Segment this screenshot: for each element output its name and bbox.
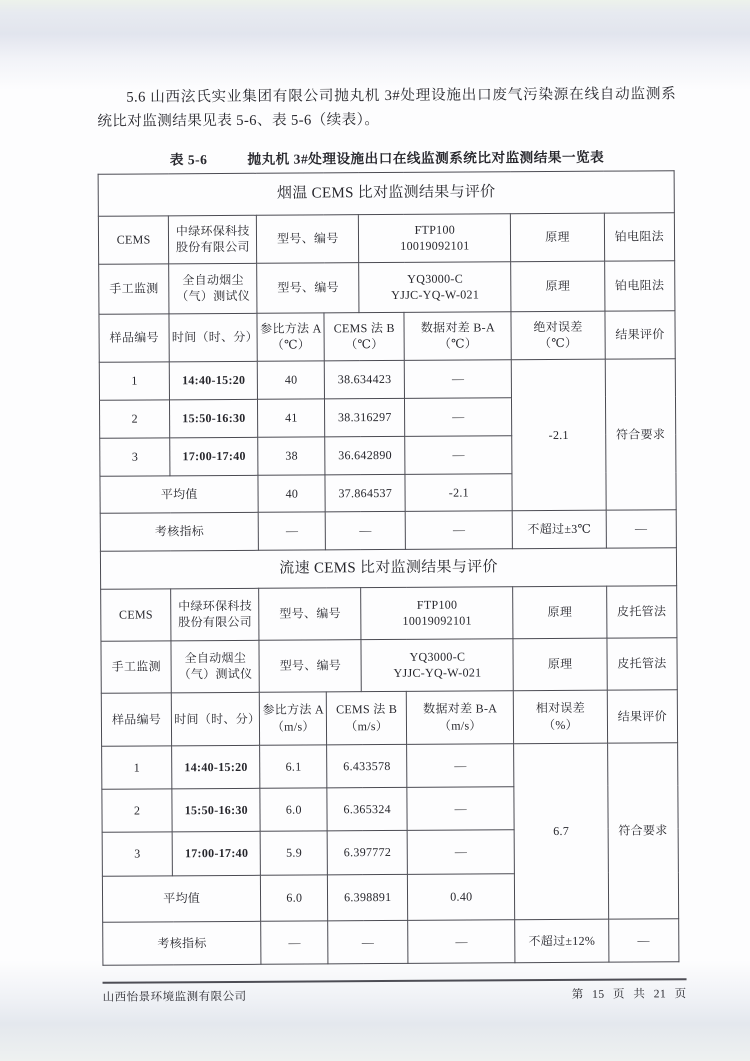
section2-title-row	[100, 547, 676, 589]
average-diff-cell: -2.1	[405, 473, 512, 511]
merged-error-cell: 6.7	[514, 743, 608, 920]
assessment-cems-cell: —	[325, 511, 405, 549]
diff-value-cell: —	[407, 829, 514, 874]
scanned-page	[97, 0, 687, 1004]
assessment-diff-cell: —	[408, 919, 515, 963]
model-label-cell: 型号、编号	[257, 214, 359, 263]
model-value-cell: YQ3000-C YJJC-YQ-W-021	[359, 261, 511, 312]
ref-value-cell: 40	[258, 360, 325, 398]
time-cell: 17:00-17:40	[170, 437, 258, 476]
average-cems-cell: 37.864537	[325, 474, 405, 511]
time-cell: 17:00-17:40	[172, 831, 260, 876]
assessment-label-cell: 考核指标	[100, 512, 259, 551]
table-caption-title: 抛丸机 3#处理设施出口在线监测系统比对监测结果一览表	[247, 149, 605, 167]
col-header-time: 时间（时、分）	[172, 692, 260, 746]
table-row	[99, 358, 675, 400]
system-cell: CEMS	[98, 215, 169, 263]
diff-value-cell: —	[405, 397, 512, 436]
diff-value-cell: —	[407, 786, 514, 830]
principle-value-cell: 铂电阻法	[604, 260, 675, 310]
merged-result-cell: 符合要求	[605, 358, 676, 509]
average-label-cell: 平均值	[100, 475, 259, 513]
section1-header-row	[99, 310, 675, 362]
col-header-diff: 数据对差 B-A （m/s）	[407, 690, 514, 744]
vendor-cell: 全自动烟尘 （气）测试仪	[171, 640, 259, 693]
model-label-cell: 型号、编号	[259, 639, 361, 692]
section-title: 烟温 CEMS 比对监测结果与评价	[98, 170, 674, 216]
section1-equipment-row-cems	[98, 212, 674, 264]
model-value-cell: FTP100 10019092101	[361, 586, 513, 639]
footer-page-info: 第 15 页 共 21 页	[571, 987, 687, 1001]
average-cems-cell: 6.398891	[328, 874, 408, 920]
model-label-cell: 型号、编号	[257, 262, 359, 313]
model-label-cell: 型号、编号	[259, 587, 361, 640]
system-cell: 手工监测	[99, 263, 170, 313]
comparison-table	[98, 170, 680, 966]
average-ref-cell: 40	[258, 474, 325, 511]
merged-result-cell: 符合要求	[607, 742, 678, 918]
assessment-ref-cell: —	[261, 920, 328, 963]
col-header-time: 时间（时、分）	[169, 313, 257, 362]
assessment-criterion-cell: 不超过±3℃	[513, 510, 607, 549]
average-label-cell: 平均值	[102, 875, 261, 922]
section2-equipment-row-cems	[101, 585, 677, 641]
assessment-diff-cell: —	[405, 510, 512, 549]
diff-value-cell: —	[404, 359, 511, 398]
assessment-criterion-cell: 不超过±12%	[515, 919, 609, 963]
model-value-cell: YQ3000-C YJJC-YQ-W-021	[361, 638, 513, 691]
section1-title-row	[98, 170, 674, 216]
col-header-diff: 数据对差 B-A （℃）	[404, 311, 511, 360]
ref-value-cell: 41	[258, 398, 325, 436]
section2-equipment-row-manual	[101, 637, 677, 693]
sample-no-cell: 2	[99, 399, 169, 437]
assessment-row	[100, 509, 676, 551]
vendor-cell: 中绿环保科技 股份有限公司	[171, 588, 259, 641]
cems-value-cell: 6.365324	[327, 787, 407, 830]
assessment-ref-cell: —	[259, 511, 326, 549]
principle-label-cell: 原理	[511, 213, 605, 262]
footer-company: 山西怡景环境监测有限公司	[102, 990, 247, 1004]
col-header-sample: 样品编号	[101, 692, 172, 745]
system-cell: CEMS	[101, 588, 172, 640]
time-cell: 15:50-16:30	[172, 788, 260, 832]
col-header-error: 绝对误差 （℃）	[511, 311, 605, 360]
sample-no-cell: 3	[100, 437, 170, 475]
sample-no-cell: 1	[102, 745, 173, 788]
principle-label-cell: 原理	[513, 586, 607, 639]
average-ref-cell: 6.0	[261, 874, 328, 920]
col-header-sample: 样品编号	[99, 313, 170, 361]
col-header-cems: CEMS 法 B （m/s）	[326, 691, 406, 744]
vendor-cell: 中绿环保科技 股份有限公司	[169, 215, 257, 264]
ref-value-cell: 38	[258, 436, 325, 474]
cems-value-cell: 38.634423	[324, 360, 404, 398]
col-header-error: 相对误差 （%）	[514, 690, 608, 744]
principle-value-cell: 铂电阻法	[604, 212, 675, 260]
cems-value-cell: 6.397772	[327, 830, 407, 874]
assessment-row	[103, 918, 679, 965]
col-header-ref: 参比方法 A （℃）	[257, 312, 324, 360]
system-cell: 手工监测	[101, 640, 172, 692]
table-caption	[97, 145, 676, 169]
time-cell: 14:40-15:20	[172, 745, 260, 789]
table-row	[102, 742, 678, 789]
time-cell: 14:40-15:20	[170, 361, 258, 400]
sample-no-cell: 2	[102, 788, 173, 831]
merged-error-cell: -2.1	[512, 359, 606, 511]
cems-value-cell: 38.316297	[325, 398, 405, 436]
assessment-label-cell: 考核指标	[103, 921, 262, 965]
principle-label-cell: 原理	[513, 638, 607, 691]
table-caption-label: 表 5-6	[169, 151, 208, 167]
cems-value-cell: 6.433578	[327, 744, 407, 787]
cems-value-cell: 36.642890	[325, 436, 405, 474]
assessment-result-cell: —	[606, 509, 677, 547]
diff-value-cell: —	[405, 435, 512, 474]
principle-value-cell: 皮托管法	[607, 637, 678, 689]
ref-value-cell: 6.0	[260, 787, 327, 830]
sample-no-cell: 1	[99, 361, 169, 399]
col-header-result: 结果评价	[605, 310, 676, 358]
intro-paragraph: 5.6 山西泫氏实业集团有限公司抛丸机 3#处理设施出口废气污染源在线自动监测系统比对监测结果见表 5-6、表 5-6（续表）。	[97, 86, 677, 130]
average-diff-cell: 0.40	[408, 873, 515, 920]
section1-equipment-row-manual	[99, 260, 675, 314]
col-header-cems: CEMS 法 B （℃）	[324, 312, 404, 360]
time-cell: 15:50-16:30	[170, 399, 258, 438]
assessment-result-cell: —	[608, 918, 679, 961]
section-title: 流速 CEMS 比对监测结果与评价	[100, 547, 676, 589]
section2-header-row	[101, 689, 677, 746]
col-header-result: 结果评价	[607, 689, 678, 742]
ref-value-cell: 5.9	[261, 830, 328, 874]
sample-no-cell: 3	[102, 831, 173, 875]
principle-label-cell: 原理	[511, 261, 605, 312]
ref-value-cell: 6.1	[260, 744, 327, 787]
diff-value-cell: —	[407, 743, 514, 787]
col-header-ref: 参比方法 A （m/s）	[260, 691, 327, 744]
principle-value-cell: 皮托管法	[606, 585, 677, 637]
model-value-cell: FTP100 10019092101	[359, 213, 511, 262]
page-footer	[103, 978, 687, 1005]
vendor-cell: 全自动烟尘 （气）测试仪	[169, 263, 257, 314]
assessment-cems-cell: —	[328, 920, 408, 963]
